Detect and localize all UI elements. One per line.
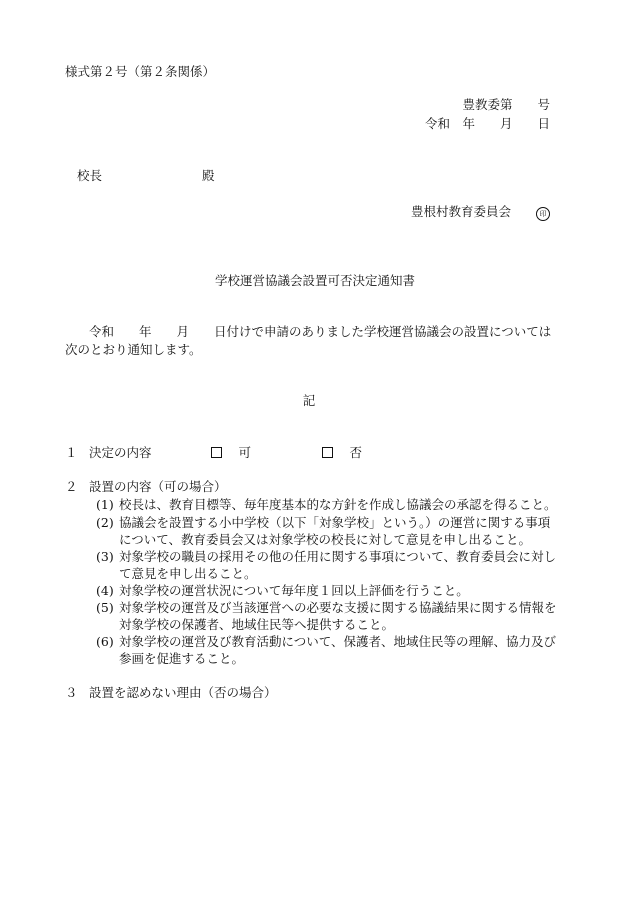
section1-number: １	[65, 445, 78, 460]
issue-date: 令和 年 月 日	[424, 116, 550, 131]
option-no-label: 否	[349, 445, 362, 460]
issuer-block	[411, 203, 550, 221]
option-yes-label: 可	[238, 445, 251, 460]
section2-number: ２	[65, 479, 78, 494]
item-6-line-1: 対象学校の運営及び教育活動について、保護者、地域住民等の理解、協力及び	[119, 634, 557, 649]
section3-label: 設置を認めない理由（否の場合）	[89, 685, 277, 700]
item-3-line-2: て意見を申し出ること。	[119, 566, 257, 581]
item-2-line-2: について、教育委員会又は対象学校の校長に対して意見を申し出ること。	[119, 532, 532, 547]
ki-heading: 記	[302, 393, 316, 408]
seal-mark: 印	[536, 207, 550, 221]
option-no	[322, 444, 362, 462]
item-4-number: (4)	[96, 583, 114, 598]
item-4-line-1: 対象学校の運営状況について毎年度１回以上評価を行うこと。	[119, 583, 469, 598]
body-line-1: 令和 年 月 日付けで申請のありました学校運営協議会の設置については	[89, 324, 552, 339]
item-5-line-1: 対象学校の運営及び当該運営への必要な支援に関する協議結果に関する情報を	[119, 600, 557, 615]
item-5-number: (5)	[96, 600, 114, 615]
body-line-2: 次のとおり通知します。	[65, 342, 202, 357]
item-1-line-1: 校長は、教育目標等、毎年度基本的な方針を作成し協議会の承認を得ること。	[119, 497, 557, 512]
item-2-number: (2)	[96, 515, 114, 530]
section3-number: ３	[65, 685, 78, 700]
item-5-line-2: 対象学校の保護者、地域住民等へ提供すること。	[119, 617, 395, 632]
document-title: 学校運営協議会設置可否決定通知書	[214, 273, 415, 288]
item-6-line-2: 参画を促進すること。	[119, 651, 245, 666]
item-3-line-1: 対象学校の職員の採用その他の任用に関する事項について、教育委員会に対し	[119, 549, 557, 564]
item-2-line-1: 協議会を設置する小中学校（以下「対象学校」という。）の運営に関する事項	[119, 515, 551, 530]
section1-label: 決定の内容	[89, 445, 152, 460]
item-1-number: (1)	[96, 497, 114, 512]
item-6-number: (6)	[96, 634, 114, 649]
form-label: 様式第２号（第２条関係）	[65, 64, 216, 79]
option-yes	[211, 444, 251, 462]
section2-label: 設置の内容（可の場合）	[89, 479, 227, 494]
checkbox-yes[interactable]	[211, 447, 222, 458]
addressee: 校長 殿	[77, 168, 215, 183]
issuer-name: 豊根村教育委員会	[410, 204, 511, 219]
document-number: 豊教委第 号	[462, 97, 550, 112]
checkbox-no[interactable]	[322, 447, 333, 458]
item-3-number: (3)	[96, 549, 114, 564]
